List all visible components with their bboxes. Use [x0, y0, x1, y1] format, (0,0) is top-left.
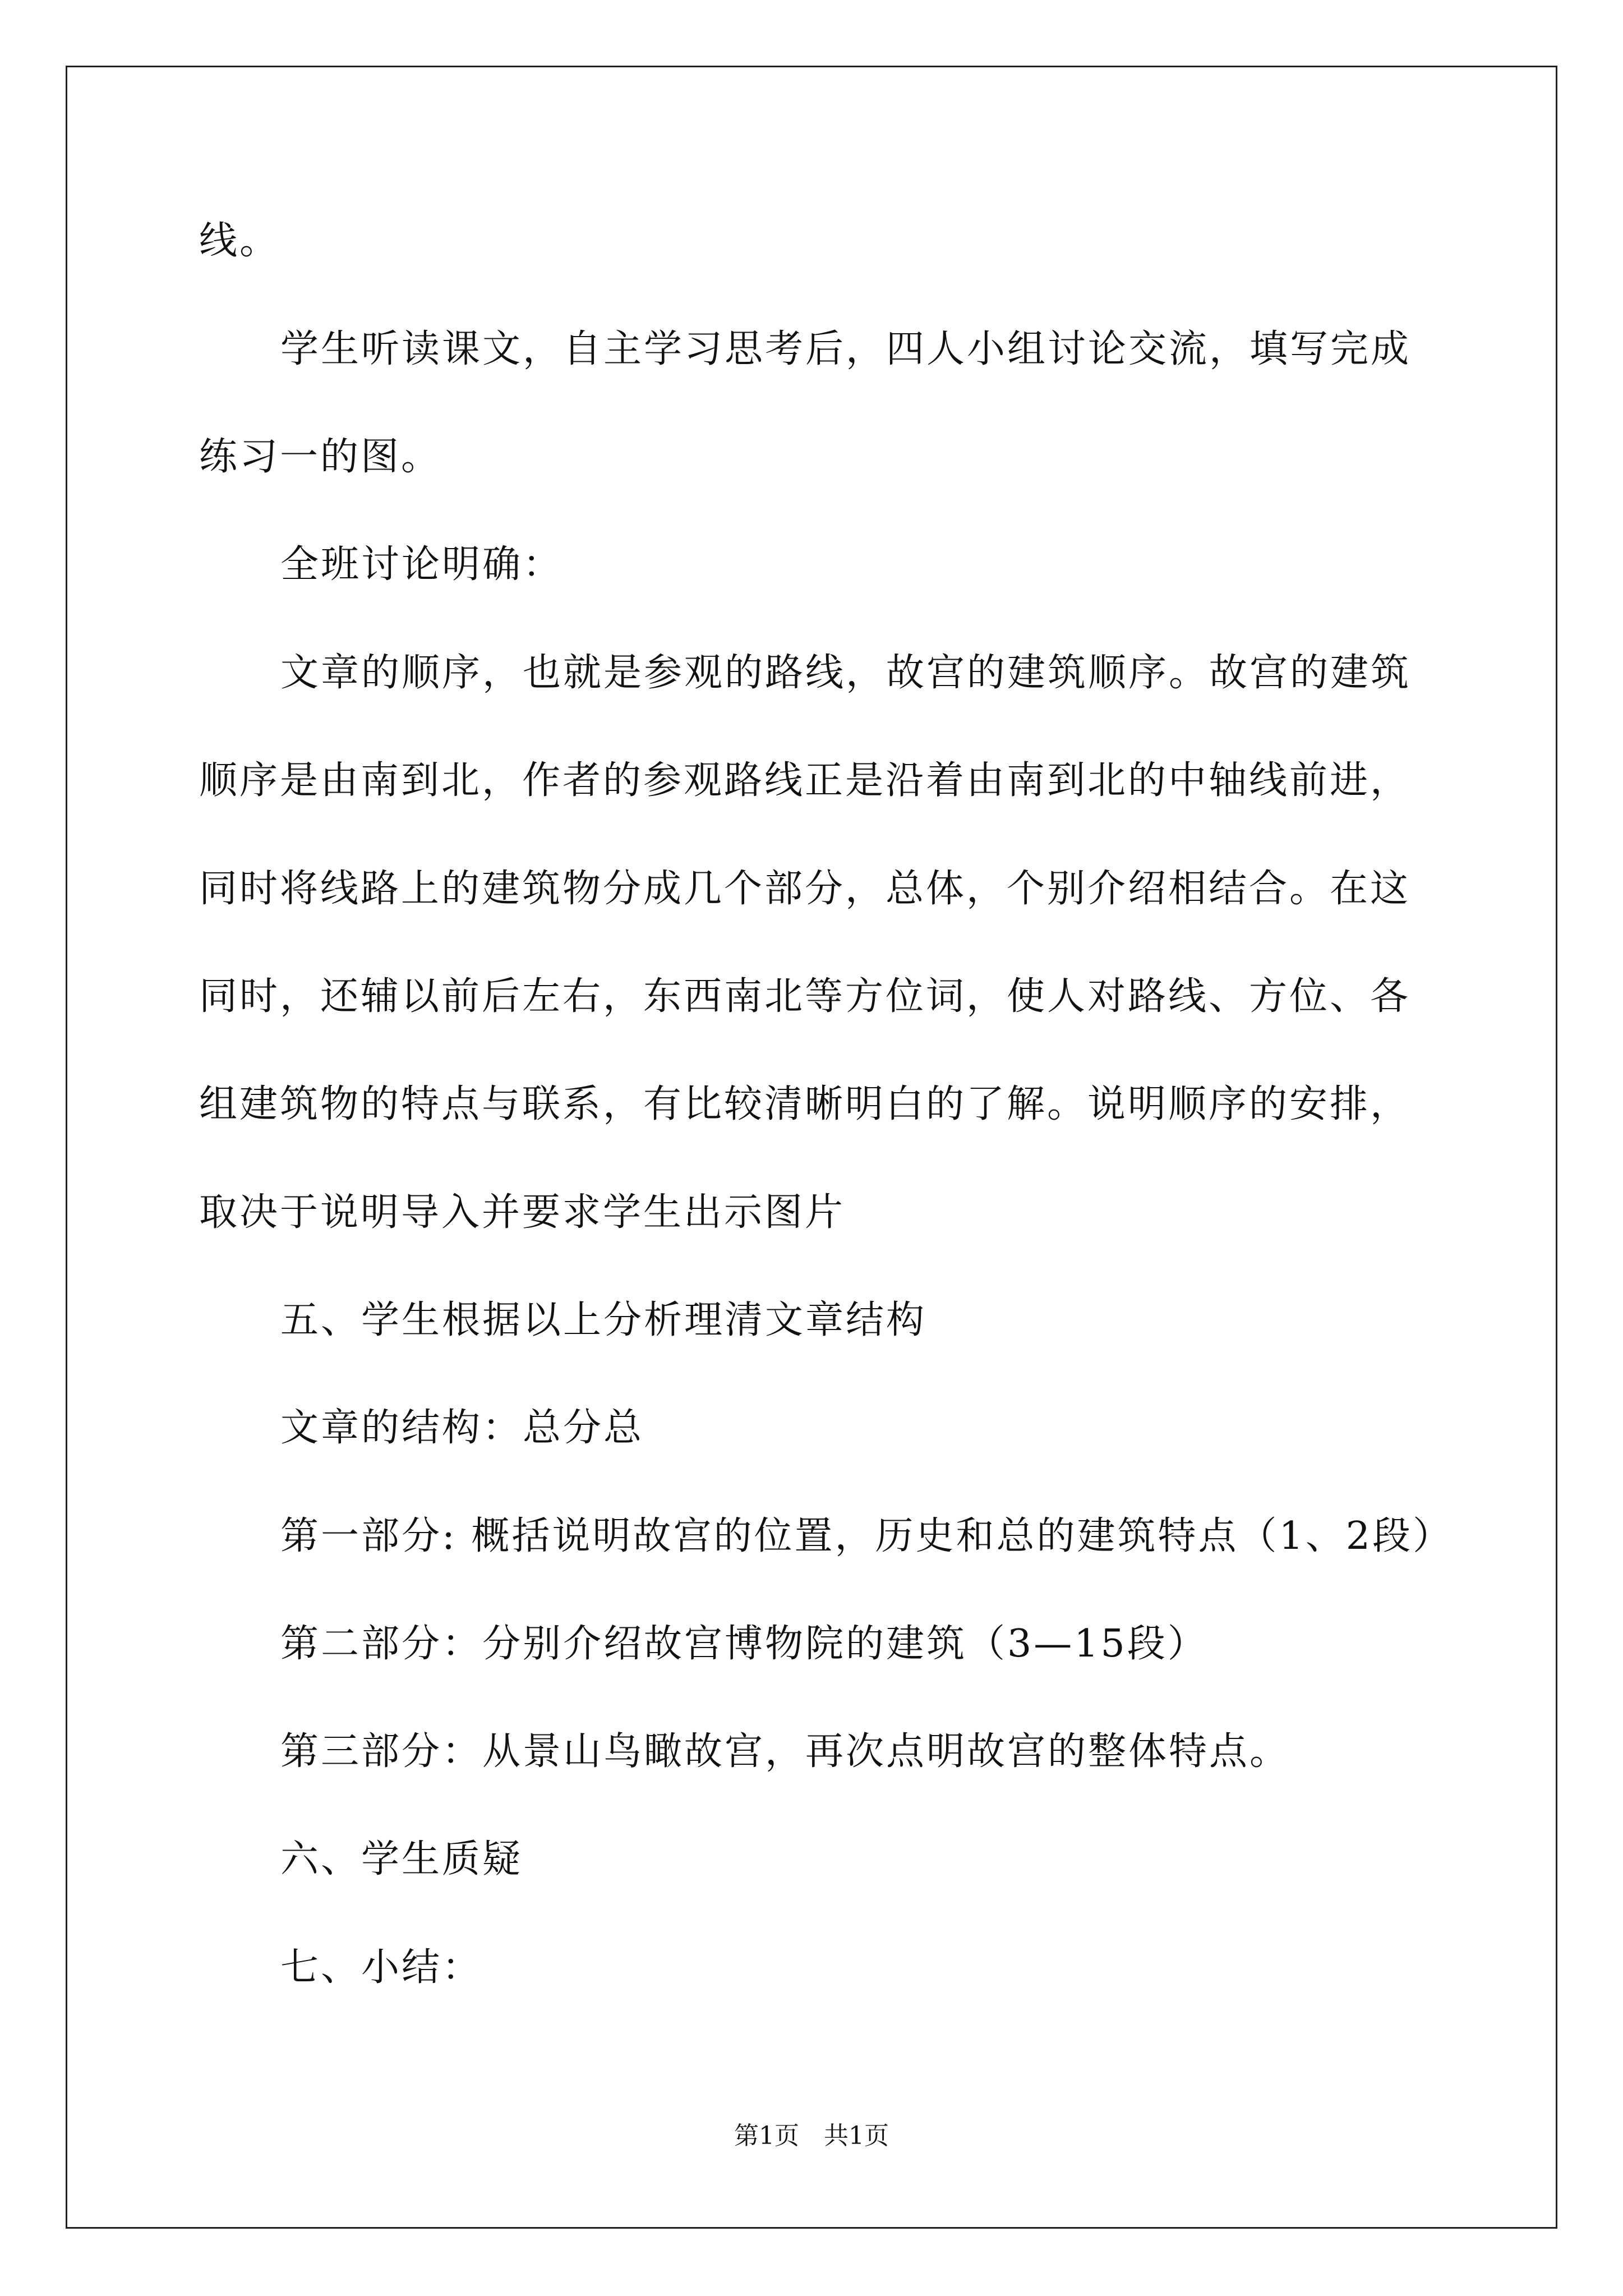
text-line: 文章的顺序，也就是参观的路线，故宫的建筑顺序。故宫的建筑	[280, 651, 1412, 695]
text-line: 学生听读课文，自主学习思考后，四人小组讨论交流，填写完成	[280, 327, 1412, 371]
text-line: 组建筑物的特点与联系，有比较清晰明白的了解。说明顺序的安排，	[199, 1082, 1411, 1126]
text-line: 同时将线路上的建筑物分成几个部分，总体，个别介绍相结合。在这	[199, 867, 1411, 911]
section-heading: 五、学生根据以上分析理清文章结构	[280, 1298, 927, 1342]
text-line: 取决于说明导入并要求学生出示图片	[199, 1190, 846, 1235]
section-heading: 七、小结：	[280, 1945, 483, 1990]
text-line: 第二部分：分别介绍故宫博物院的建筑（3—15段）	[280, 1622, 1208, 1666]
text-line: 练习一的图。	[199, 435, 442, 479]
text-line: 第三部分：从景山鸟瞰故宫，再次点明故宫的整体特点。	[280, 1729, 1290, 1774]
text-line: 顺序是由南到北，作者的参观路线正是沿着由南到北的中轴线前进，	[199, 758, 1411, 803]
text-line: 线。	[199, 219, 280, 263]
section-heading: 六、学生质疑	[280, 1837, 523, 1881]
text-line: 全班讨论明确：	[280, 542, 564, 587]
page-number: 第1页 共1页	[734, 2122, 889, 2150]
page-border	[66, 66, 1557, 2229]
text-line: 第一部分: 概括说明故宫的位置，历史和总的建筑特点（1、2段）	[280, 1514, 1454, 1558]
text-line: 同时，还辅以前后左右，东西南北等方位词，使人对路线、方位、各	[199, 974, 1411, 1019]
text-line: 文章的结构：总分总	[280, 1406, 644, 1450]
